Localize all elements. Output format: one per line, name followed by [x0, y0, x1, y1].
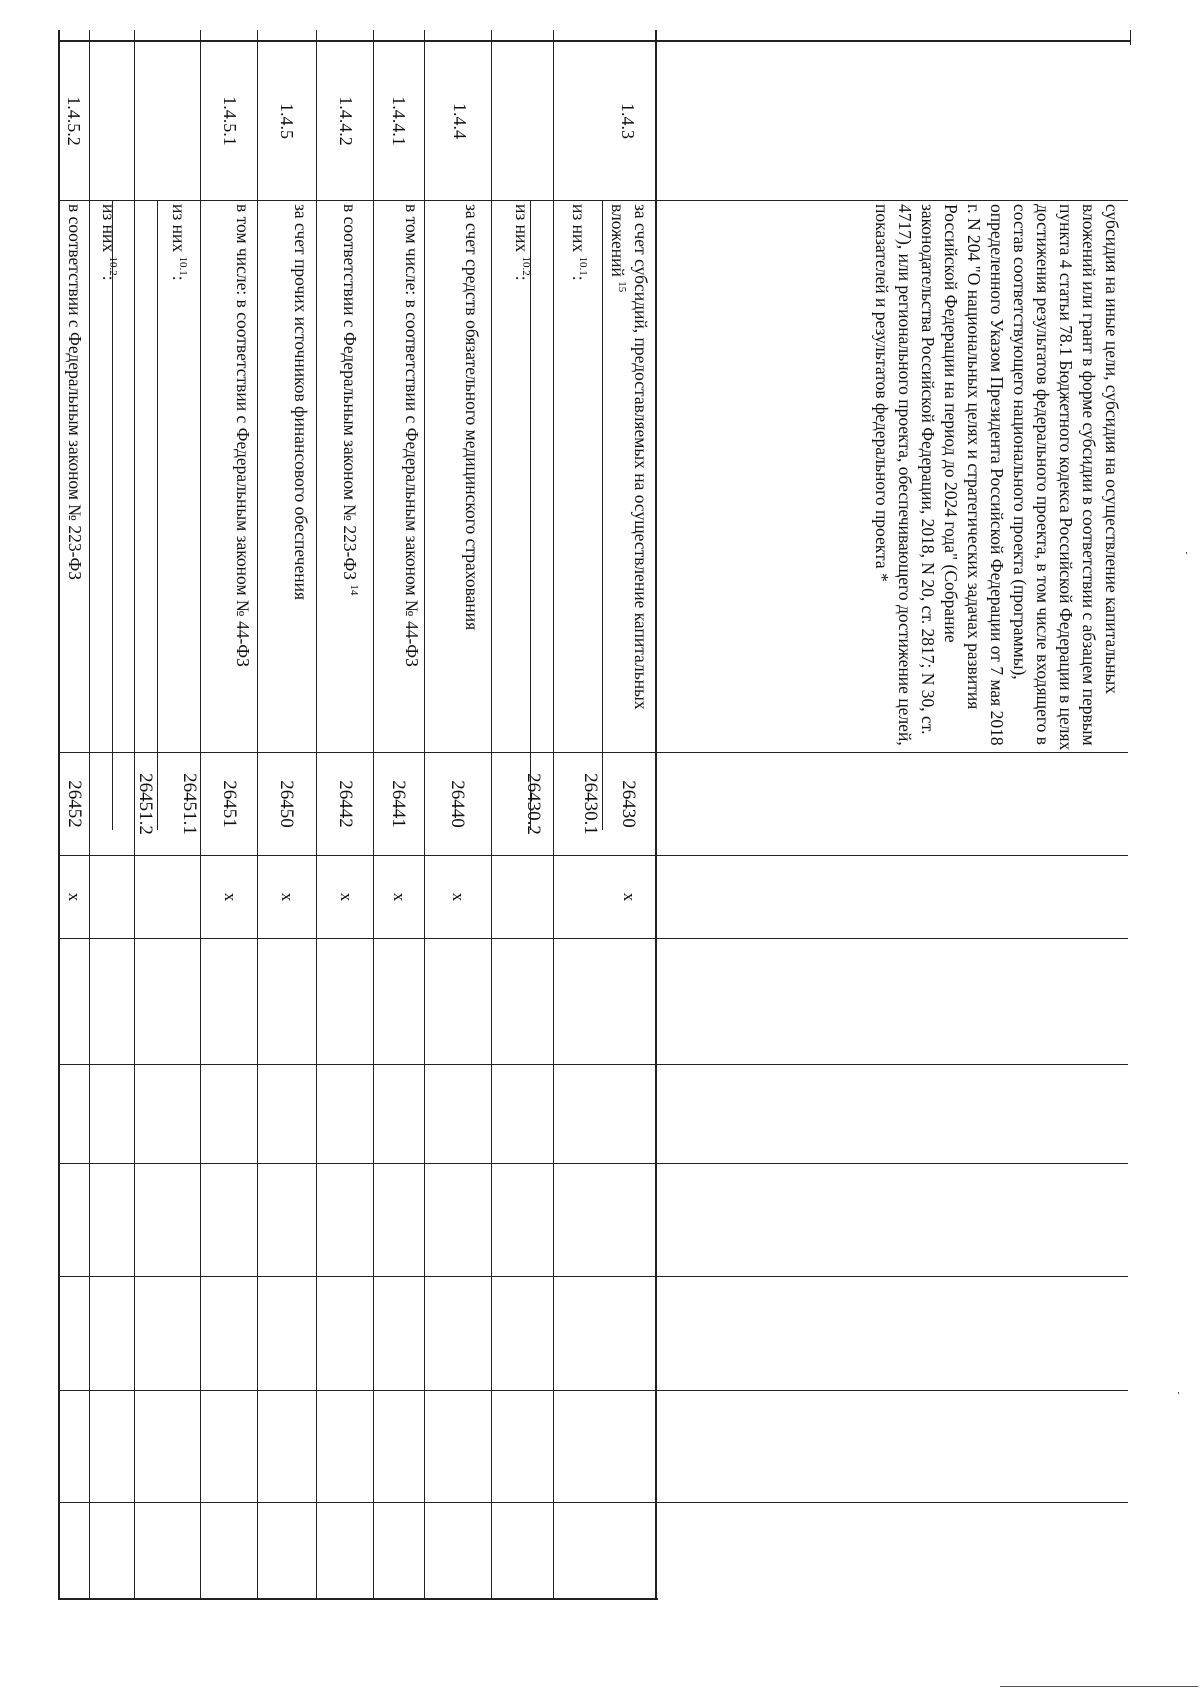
row-number: 26430.1 — [580, 773, 601, 835]
row-code: 1.4.5.1 — [220, 96, 240, 146]
column-divider — [58, 1064, 1128, 1065]
row-number: 26452 — [64, 780, 85, 828]
row-number: 26430 — [618, 780, 639, 828]
row-description: в соответствии с Федеральным законом № 223-ФЗ — [65, 204, 85, 581]
row-number: 26430.2 — [523, 773, 544, 835]
row-mark: x — [620, 892, 639, 902]
row-description: субсидия на иные цели, субсидия на осуществление капитальных вложений или грант в форме субсидии в соответствии с абзацем первым пункта 4 статьи 78.1 Бюджетного кодекса Российской Федерации в целях достижения результатов федерального проекта, в том числе входящего в состав соответствующего национального проекта (программы), определенного Указом Президента Российской Федерации от 7 мая 2018 г. N 204 "О национальных целях и стратегических задачах развития Российской Федерации на период до 2024 года" (Собрание законодательства Российской Федерации, 2018, N 20, ст. 2817; N 30, ст. 4717), или регионального проекта, обеспечивающего достижение целей, показателей и результатов федерального проекта * — [872, 204, 1122, 751]
row-code: 1.4.4 — [450, 103, 470, 139]
row-mark: x — [449, 892, 468, 902]
row-mark: x — [337, 892, 356, 902]
row-code: 1.4.4.1 — [389, 96, 409, 146]
row-description: за счет средств обязательного медицинского страхования — [462, 204, 482, 631]
table-right-border — [1130, 30, 1131, 45]
row-description: из них $^{10.1}$: — [569, 204, 589, 281]
row-description: за счет субсидий, предоставляемых на осуществление капитальных вложений $^{15}$ — [608, 204, 651, 710]
row-code: 1.4.5 — [277, 103, 297, 139]
row-description: в соответствии с Федеральным законом № 223-ФЗ $^{14}$ — [340, 204, 360, 596]
row-code: 1.4.5.2 — [64, 96, 84, 146]
row-code: 1.4.4.2 — [336, 96, 356, 146]
row-number: 26440 — [447, 780, 468, 828]
row-mark: x — [221, 892, 240, 902]
row-number: 26451.1 — [179, 773, 200, 835]
row-description: в том числе: в соответствии с Федеральным законом № 44-ФЗ — [233, 204, 253, 667]
row-code: 1.4.3 — [618, 103, 638, 139]
column-divider — [58, 1276, 1128, 1277]
scan-mark — [1178, 1392, 1179, 1394]
scan-mark — [1000, 1686, 1198, 1687]
row-mark: x — [390, 892, 409, 902]
row-mark: x — [278, 892, 297, 902]
row-description: из них $^{10.2}$: — [99, 204, 119, 281]
row-description: в том числе: в соответствии с Федеральным законом № 44-ФЗ — [402, 204, 422, 667]
row-number: 26451 — [219, 780, 240, 828]
scan-mark — [1186, 552, 1187, 554]
row-number: 26450 — [276, 780, 297, 828]
column-divider — [58, 1502, 1128, 1503]
column-divider — [58, 1390, 1128, 1391]
row-number: 26441 — [388, 780, 409, 828]
column-divider — [58, 938, 1128, 939]
row-number: 26451.2 — [135, 773, 156, 835]
row-number: 26442 — [335, 780, 356, 828]
row-mark: x — [65, 892, 84, 902]
column-divider — [58, 200, 1128, 201]
table-bottom-border — [58, 1598, 658, 1600]
column-divider — [58, 1163, 1128, 1164]
row-description: из них $^{10.1}$: — [169, 204, 189, 281]
row-description: за счет прочих источников финансового обеспечения — [291, 204, 311, 601]
row-description: из них $^{10.2}$: — [512, 204, 532, 281]
